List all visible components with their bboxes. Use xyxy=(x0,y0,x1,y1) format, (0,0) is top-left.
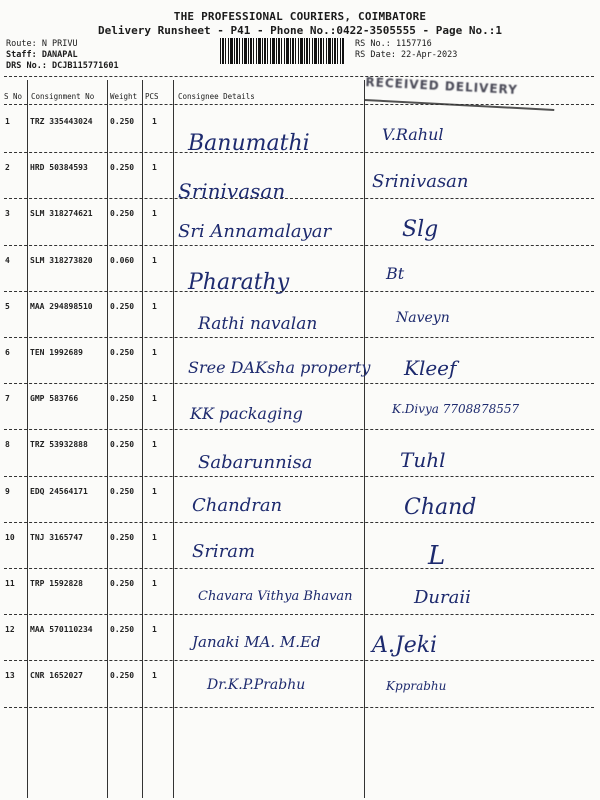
row-sno: 8 xyxy=(5,440,10,450)
row-separator xyxy=(4,476,594,477)
row-sno: 5 xyxy=(5,301,10,311)
col-divider-weight xyxy=(142,80,143,798)
row-consignee-handwritten: Sree DAKsha property xyxy=(188,358,371,377)
received-stamp xyxy=(364,75,555,111)
row-sno: 4 xyxy=(5,255,10,265)
row-consignment-no: TRZ 53932888 xyxy=(30,440,88,450)
row-consignment-no: TNJ 3165747 xyxy=(30,532,83,542)
row-weight: 0.250 xyxy=(110,163,135,173)
row-signature: Slg xyxy=(402,217,439,243)
row-consignee-handwritten: Sriram xyxy=(192,540,256,562)
row-consignee-handwritten: KK packaging xyxy=(190,404,303,424)
row-separator xyxy=(4,429,594,430)
row-weight: 0.250 xyxy=(110,440,135,450)
row-consignee-handwritten: Srinivasan xyxy=(178,179,286,204)
row-consignment-no: TRP 1592828 xyxy=(30,579,83,588)
row-separator xyxy=(4,568,594,569)
row-separator xyxy=(4,337,594,338)
row-consignment-no: MAA 294898510 xyxy=(30,301,93,311)
row-pcs: 1 xyxy=(152,440,157,450)
row-weight: 0.250 xyxy=(110,348,135,357)
row-consignee-handwritten: Chandran xyxy=(192,494,283,516)
row-sno: 3 xyxy=(5,209,10,219)
row-consignee-handwritten: Pharathy xyxy=(188,269,290,295)
row-pcs: 1 xyxy=(152,532,157,542)
row-consignment-no: EDQ 24564171 xyxy=(30,486,88,496)
staff-label: Staff: DANAPAL xyxy=(6,50,78,60)
row-consignee-handwritten: Chavara Vithya Bhavan xyxy=(198,589,353,604)
row-weight: 0.250 xyxy=(110,394,135,404)
row-sno: 6 xyxy=(5,348,10,357)
col-divider-consignee xyxy=(364,80,365,798)
col-sno-header: S No xyxy=(4,92,23,101)
row-consignee-handwritten: Sri Annamalayar xyxy=(178,221,332,243)
row-signature: V.Rahul xyxy=(382,125,444,144)
row-signature: Duraii xyxy=(414,587,471,608)
received-stamp-text: RECEIVED DELIVERY xyxy=(365,75,519,98)
runsheet-title: Delivery Runsheet - P41 - Phone No.:0422-3505555 - Page No.:1 xyxy=(98,24,502,37)
col-consignment-header: Consignment No xyxy=(31,92,95,101)
row-sno: 13 xyxy=(5,671,15,681)
row-weight: 0.250 xyxy=(110,117,135,126)
row-pcs: 1 xyxy=(152,486,157,496)
row-pcs: 1 xyxy=(152,579,157,588)
row-sno: 11 xyxy=(5,579,15,588)
row-weight: 0.250 xyxy=(110,486,135,496)
row-consignee-handwritten: Janaki MA. M.Ed xyxy=(192,633,321,652)
row-consignment-no: SLM 318274621 xyxy=(30,209,93,219)
col-weight-header: Weight xyxy=(110,92,138,101)
row-weight: 0.250 xyxy=(110,209,135,219)
row-signature: Kpprabhu xyxy=(386,679,447,694)
row-consignment-no: TRZ 335443024 xyxy=(30,117,93,126)
row-sno: 1 xyxy=(5,117,10,126)
row-consignment-no: TEN 1992689 xyxy=(30,348,83,357)
row-consignment-no: GMP 583766 xyxy=(30,394,79,404)
row-pcs: 1 xyxy=(152,163,157,173)
row-pcs: 1 xyxy=(152,625,157,635)
row-signature: L xyxy=(428,540,446,571)
row-consignment-no: CNR 1652027 xyxy=(30,671,83,681)
route-label: Route: N PRIVU xyxy=(6,39,78,49)
row-separator xyxy=(4,152,594,153)
row-separator xyxy=(4,522,594,523)
row-separator xyxy=(4,245,594,246)
row-signature: Tuhl xyxy=(400,448,446,473)
barcode xyxy=(220,38,344,64)
row-signature: Kleef xyxy=(404,356,457,380)
row-separator xyxy=(4,707,594,708)
col-divider-pcs xyxy=(173,80,174,798)
col-divider-consignment xyxy=(107,80,108,798)
row-pcs: 1 xyxy=(152,209,157,219)
row-signature: Chand xyxy=(404,494,477,520)
row-weight: 0.250 xyxy=(110,579,135,588)
row-consignee-handwritten: Banumathi xyxy=(188,131,310,156)
drs-number: DRS No.: DCJB115771601 xyxy=(6,61,119,71)
row-separator xyxy=(4,291,594,292)
row-weight: 0.250 xyxy=(110,532,135,542)
row-pcs: 1 xyxy=(152,117,157,126)
row-weight: 0.250 xyxy=(110,301,135,311)
row-consignee-handwritten: Dr.K.P.Prabhu xyxy=(207,677,306,694)
row-signature: Bt xyxy=(386,263,405,283)
row-sno: 2 xyxy=(5,163,10,173)
row-pcs: 1 xyxy=(152,671,157,681)
row-pcs: 1 xyxy=(152,394,157,404)
row-weight: 0.250 xyxy=(110,671,135,681)
row-separator xyxy=(4,660,594,661)
row-sno: 12 xyxy=(5,625,15,635)
company-name: THE PROFESSIONAL COURIERS, COIMBATORE xyxy=(173,10,427,23)
row-signature: Srinivasan xyxy=(372,171,469,193)
row-sno: 9 xyxy=(5,486,10,496)
row-consignee-handwritten: Sabarunnisa xyxy=(198,452,313,474)
header-rule-top xyxy=(4,76,594,77)
row-pcs: 1 xyxy=(152,301,157,311)
row-consignment-no: SLM 318273820 xyxy=(30,255,93,265)
row-signature: Naveyn xyxy=(396,309,450,326)
rs-number: RS No.: 1157716 xyxy=(355,39,432,49)
rs-date: RS Date: 22-Apr-2023 xyxy=(355,50,458,60)
row-weight: 0.250 xyxy=(110,625,135,635)
col-pcs-header: PCS xyxy=(145,92,159,101)
row-separator xyxy=(4,198,594,199)
row-consignee-handwritten: Rathi navalan xyxy=(198,313,318,334)
row-signature: K.Divya 7708878557 xyxy=(392,402,520,417)
row-weight: 0.060 xyxy=(110,255,135,265)
row-signature: A.Jeki xyxy=(372,633,438,659)
col-divider-sno xyxy=(27,80,28,798)
row-pcs: 1 xyxy=(152,255,157,265)
row-consignment-no: HRD 50384593 xyxy=(30,163,88,173)
row-pcs: 1 xyxy=(152,348,157,357)
col-consignee-header: Consignee Details xyxy=(178,92,255,101)
row-consignment-no: MAA 570110234 xyxy=(30,625,93,635)
row-separator xyxy=(4,383,594,384)
row-sno: 10 xyxy=(5,532,15,542)
row-sno: 7 xyxy=(5,394,10,404)
row-separator xyxy=(4,614,594,615)
